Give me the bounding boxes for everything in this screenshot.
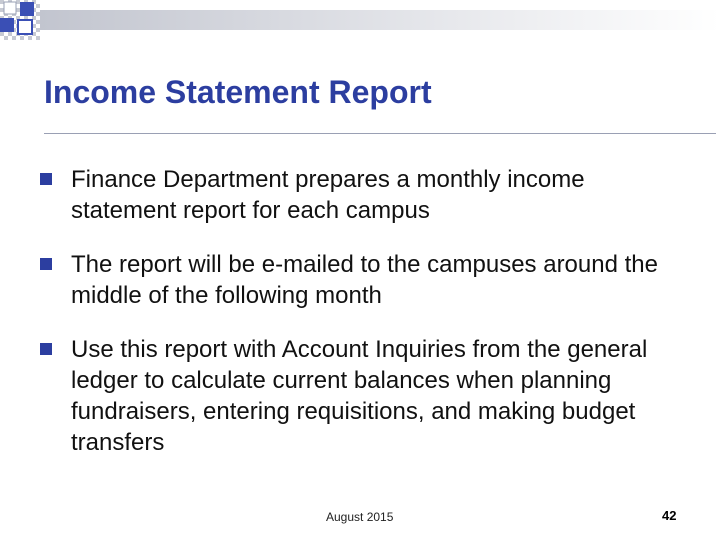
square-bullet-icon <box>40 343 52 355</box>
gradient-band <box>40 10 720 30</box>
decor-square-blue <box>20 2 34 16</box>
bullet-text: Use this report with Account Inquiries from the general ledger to calculate current balances when planning fundraisers, entering requisitions, and making budget transfers <box>71 336 648 456</box>
decor-square-outline <box>18 20 32 34</box>
square-bullet-icon <box>40 173 52 185</box>
decor-square <box>4 2 16 14</box>
decor-square-blue <box>0 18 14 32</box>
bullet-text: Finance Department prepares a monthly income statement report for each campus <box>71 166 585 224</box>
page-number: 42 <box>662 508 677 523</box>
footer-date: August 2015 <box>326 510 394 524</box>
bullet-text: The report will be e-mailed to the campuses around the middle of the following month <box>71 251 658 309</box>
header-decoration <box>0 0 720 48</box>
square-bullet-icon <box>40 258 52 270</box>
title-divider <box>44 133 716 134</box>
slide-title: Income Statement Report <box>44 74 432 110</box>
